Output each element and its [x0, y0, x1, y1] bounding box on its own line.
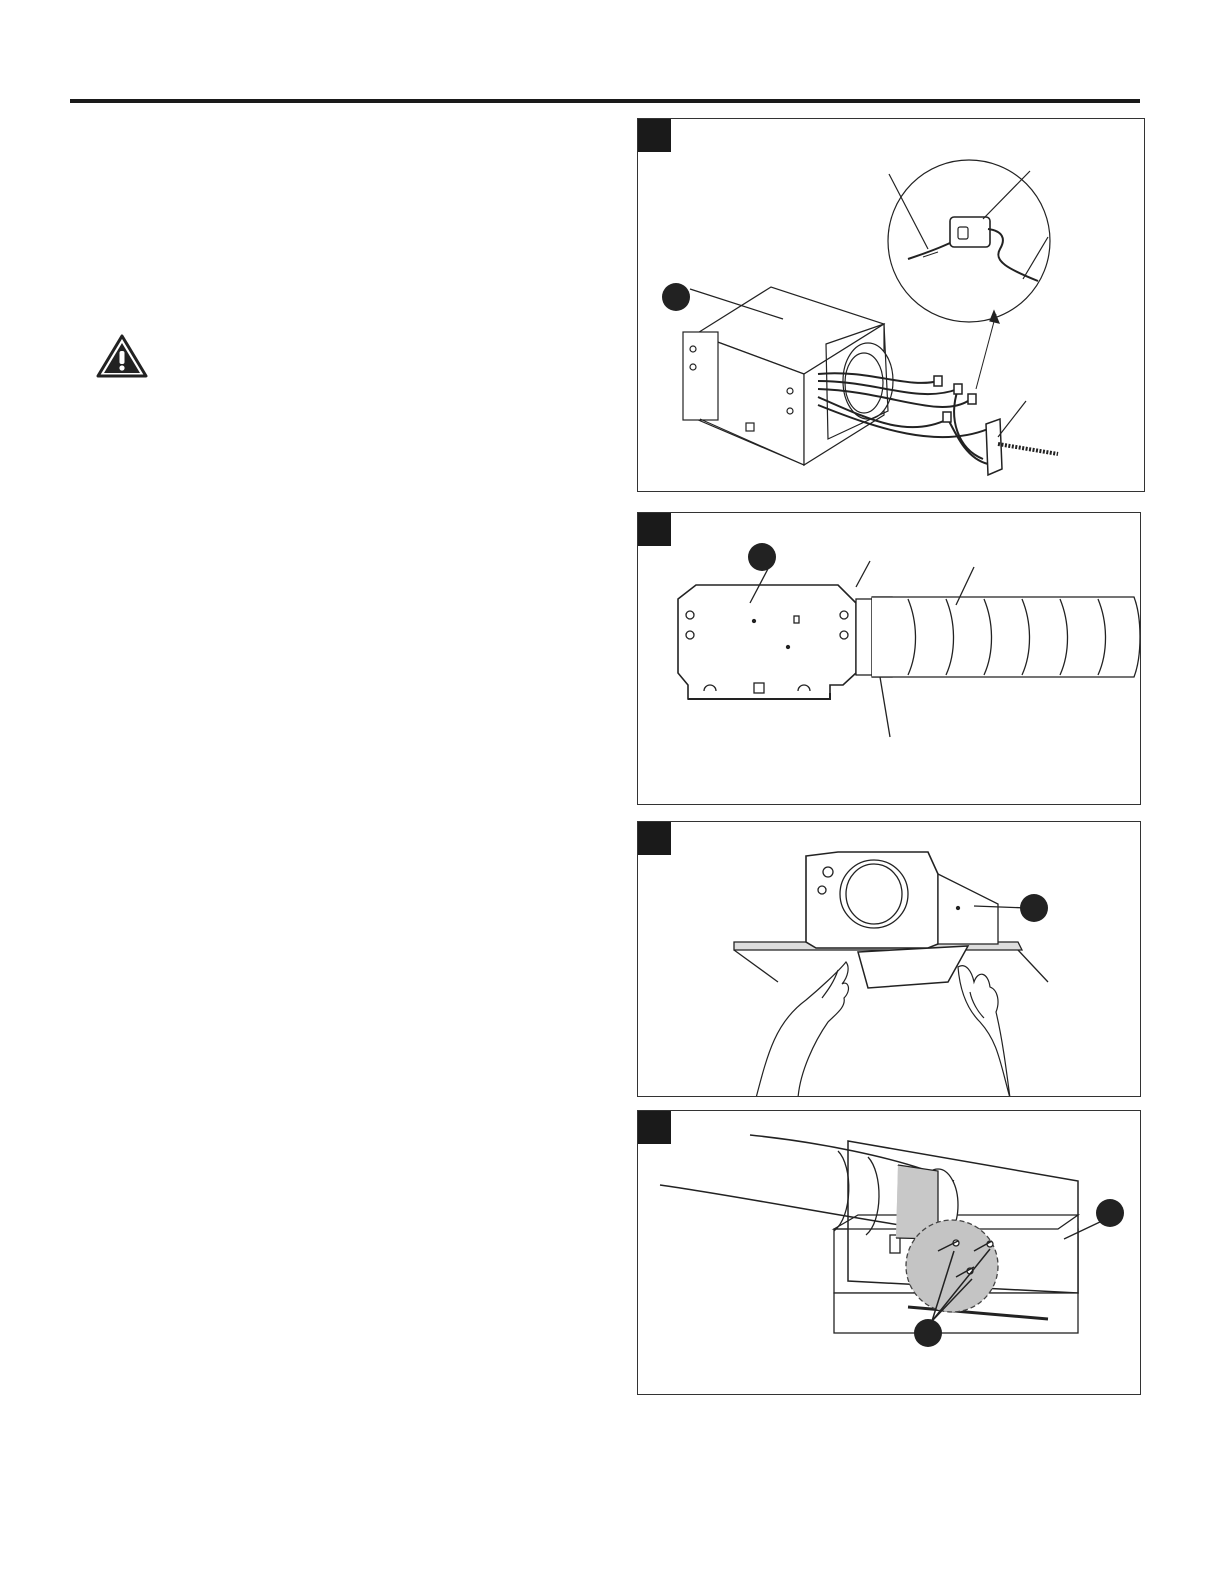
ceiling-mounting-illustration — [638, 822, 1141, 1097]
part-callout-marker — [662, 283, 690, 311]
figure-step-1 — [637, 118, 1145, 492]
part-callout-marker — [1096, 1199, 1124, 1227]
securing-screws-illustration — [638, 1111, 1141, 1395]
flexible-duct — [856, 597, 1140, 677]
header-rule — [70, 99, 1140, 103]
fan-housing-angled — [806, 852, 998, 988]
figure-step-3 — [637, 821, 1141, 1097]
figure-step-2 — [637, 512, 1141, 805]
part-callout-marker — [914, 1319, 942, 1347]
duct-attachment-illustration — [638, 513, 1141, 805]
figure-step-4 — [637, 1110, 1141, 1395]
screw-detail-circle — [906, 1220, 998, 1312]
fan-housing-side — [678, 585, 856, 699]
wire-connector-detail — [888, 160, 1050, 322]
part-callout-marker — [1020, 894, 1048, 922]
cable-clamp — [986, 401, 1058, 475]
attached-duct — [660, 1135, 958, 1241]
warning-triangle-icon — [96, 334, 148, 378]
wiring-illustration — [638, 119, 1145, 492]
fan-housing-drawing — [683, 287, 893, 465]
part-callout-marker — [748, 543, 776, 571]
